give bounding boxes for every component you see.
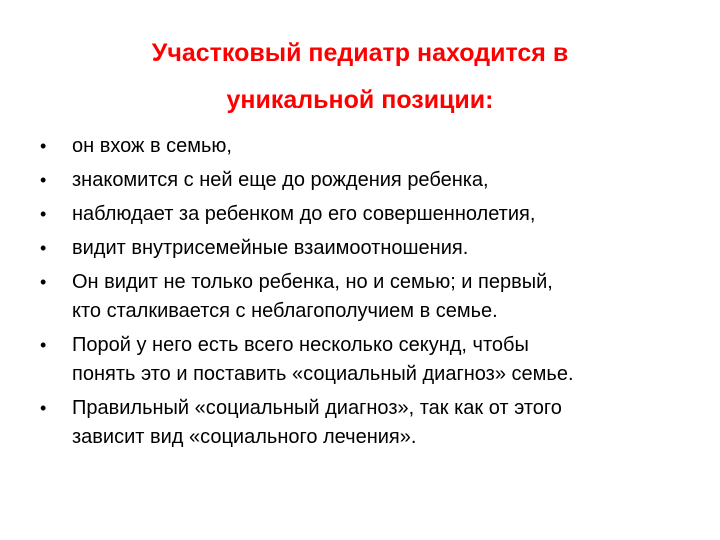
bullet-text: знакомится с ней еще до рождения ребенка, bbox=[72, 169, 489, 191]
bullet-text-line-1: Он видит не только ребенка, но и семью; и первый, bbox=[72, 271, 553, 293]
bullet-item bbox=[40, 268, 700, 326]
bullet-item bbox=[40, 394, 700, 452]
bullet-icon: • bbox=[40, 204, 47, 224]
bullet-item bbox=[40, 200, 700, 229]
bullet-item bbox=[40, 132, 700, 161]
bullet-icon: • bbox=[40, 136, 47, 156]
bullet-icon: • bbox=[40, 272, 47, 292]
slide-title-line-2: уникальной позиции: bbox=[226, 86, 494, 114]
slide-title bbox=[60, 30, 660, 124]
bullet-text: он вхож в семью, bbox=[72, 135, 232, 157]
bullet-text: наблюдает за ребенком до его совершеннолетия, bbox=[72, 203, 536, 225]
bullet-text-line-2: кто сталкивается с неблагополучием в семье. bbox=[72, 300, 498, 322]
slide-title-line-1: Участковый педиатр находится в bbox=[151, 39, 569, 67]
bullet-item bbox=[40, 166, 700, 195]
bullet-text-line-1: Порой у него есть всего несколько секунд, чтобы bbox=[72, 334, 529, 356]
bullet-item bbox=[40, 331, 700, 389]
bullet-item bbox=[40, 234, 700, 263]
bullet-icon: • bbox=[40, 335, 47, 355]
bullet-text: видит внутрисемейные взаимоотношения. bbox=[72, 237, 469, 259]
bullet-icon: • bbox=[40, 238, 47, 258]
bullet-icon: • bbox=[40, 398, 47, 418]
bullet-text-line-1: Правильный «социальный диагноз», так как от этого bbox=[72, 397, 562, 419]
bullet-text-line-2: зависит вид «социального лечения». bbox=[72, 426, 417, 448]
bullet-list bbox=[40, 132, 700, 457]
bullet-text-line-2: понять это и поставить «социальный диагноз» семье. bbox=[72, 363, 574, 385]
bullet-icon: • bbox=[40, 170, 47, 190]
